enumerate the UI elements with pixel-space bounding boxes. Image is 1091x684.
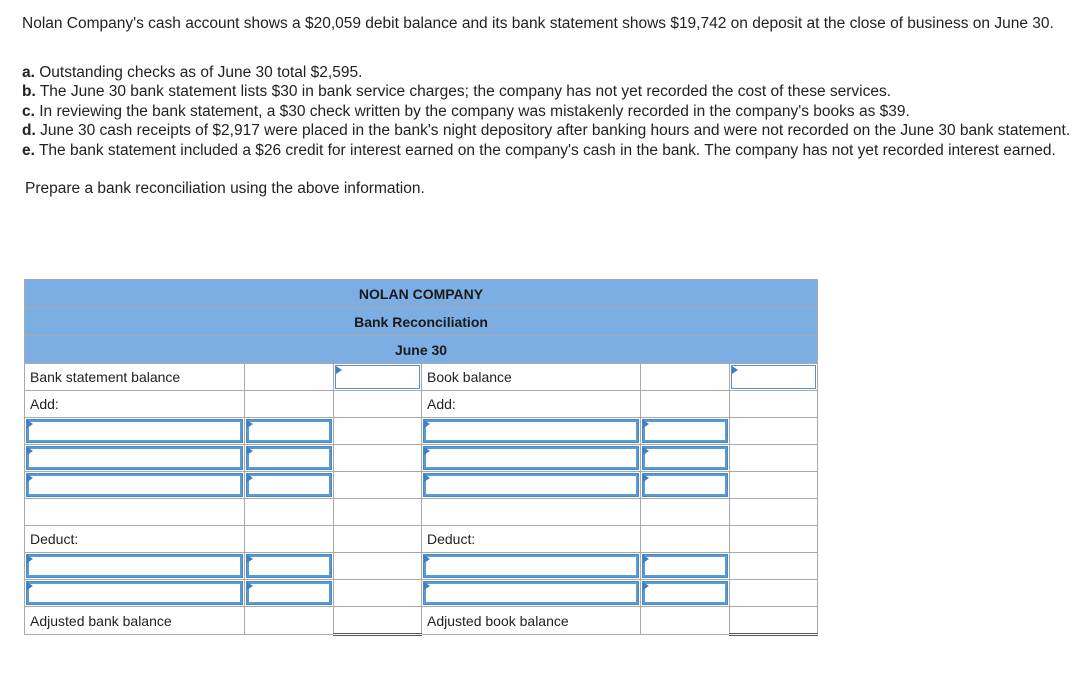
book-add-amount-input-1[interactable] (642, 419, 728, 443)
input-marker-icon (247, 555, 253, 563)
dropdown-marker-icon (27, 555, 33, 563)
input-marker-icon (247, 447, 253, 455)
dropdown-marker-icon (27, 582, 33, 590)
adjusted-bank-balance-total (334, 607, 422, 635)
input-marker-icon (643, 420, 649, 428)
bank-add-amount-input-3[interactable] (246, 473, 332, 497)
book-deduct-amount-input-2[interactable] (642, 581, 728, 605)
table-row (25, 607, 818, 635)
dropdown-marker-icon (424, 420, 430, 428)
adjusted-bank-balance-label: Adjusted bank balance (25, 607, 245, 635)
book-add-description-input-3[interactable] (423, 473, 639, 497)
input-marker-icon (247, 420, 253, 428)
dropdown-marker-icon (424, 555, 430, 563)
bank-statement-balance-label: Bank statement balance (25, 364, 245, 391)
bank-deduct-amount-input-2[interactable] (246, 581, 332, 605)
bank-add-amount-input-2[interactable] (246, 446, 332, 470)
book-balance-label: Book balance (422, 364, 641, 391)
bank-deduct-description-input-1[interactable] (26, 554, 243, 578)
problem-intro: Nolan Company's cash account shows a $20,059 debit balance and its bank statement shows $19,742 on deposit at the close of business on June 30. (22, 15, 1054, 32)
input-marker-icon (643, 582, 649, 590)
dropdown-marker-icon (27, 474, 33, 482)
input-marker-icon (247, 474, 253, 482)
book-deduct-description-input-1[interactable] (423, 554, 639, 578)
input-marker-icon (247, 582, 253, 590)
adjusted-book-balance-total (730, 607, 818, 635)
problem-item-e: e. The bank statement included a $26 credit for interest earned on the company's cash in the bank. The company has not yet recorded interest earned. (22, 141, 1056, 159)
table-row (25, 445, 818, 472)
bank-balance-amount-input[interactable] (335, 365, 420, 389)
book-add-amount-input-3[interactable] (642, 473, 728, 497)
empty-cell (245, 364, 334, 391)
book-add-amount-input-2[interactable] (642, 446, 728, 470)
book-balance-amount-cell (730, 364, 818, 391)
input-marker-icon (643, 474, 649, 482)
book-add-label: Add: (422, 391, 641, 418)
input-marker-icon (643, 447, 649, 455)
book-add-description-input-2[interactable] (423, 446, 639, 470)
book-deduct-amount-input-1[interactable] (642, 554, 728, 578)
bank-balance-amount-cell (334, 364, 422, 391)
problem-item-b: b. The June 30 bank statement lists $30 in bank service charges; the company has not yet recorded the cost of these services. (22, 83, 892, 100)
problem-item-c: c. In reviewing the bank statement, a $30 check written by the company was mistakenly recorded in the company's books as $39. (22, 102, 910, 120)
empty-cell (641, 364, 730, 391)
book-add-description-input-1[interactable] (423, 419, 639, 443)
table-row (25, 418, 818, 445)
bank-add-label: Add: (25, 391, 245, 418)
reconciliation-title-header: Bank Reconciliation (25, 308, 818, 336)
dropdown-marker-icon (27, 447, 33, 455)
input-marker-icon (732, 366, 738, 374)
problem-item-d: d. June 30 cash receipts of $2,917 were placed in the bank's night depository after banking hours and were not recorded on the June 30 bank statement. (22, 122, 1071, 139)
table-row (25, 499, 818, 526)
bank-add-description-input-1[interactable] (26, 419, 243, 443)
book-deduct-description-input-2[interactable] (423, 581, 639, 605)
adjusted-book-balance-label: Adjusted book balance (422, 607, 641, 635)
dropdown-marker-icon (424, 582, 430, 590)
table-row (25, 580, 818, 607)
bank-reconciliation-table (24, 279, 818, 636)
book-deduct-label: Deduct: (422, 526, 641, 553)
table-row (25, 472, 818, 499)
bank-deduct-label: Deduct: (25, 526, 245, 553)
bank-add-description-input-3[interactable] (26, 473, 243, 497)
bank-deduct-amount-input-1[interactable] (246, 554, 332, 578)
company-name-header: NOLAN COMPANY (25, 280, 818, 308)
bank-deduct-description-input-2[interactable] (26, 581, 243, 605)
dropdown-marker-icon (424, 447, 430, 455)
book-balance-amount-input[interactable] (731, 365, 816, 389)
input-marker-icon (643, 555, 649, 563)
table-row (25, 526, 818, 553)
dropdown-marker-icon (424, 474, 430, 482)
bank-add-amount-input-1[interactable] (246, 419, 332, 443)
input-marker-icon (336, 366, 342, 374)
table-row (25, 364, 818, 391)
problem-instruction: Prepare a bank reconciliation using the above information. (25, 180, 425, 197)
bank-add-description-input-2[interactable] (26, 446, 243, 470)
problem-statement (22, 14, 1082, 199)
problem-item-a: a. Outstanding checks as of June 30 total $2,595. (22, 63, 363, 81)
dropdown-marker-icon (27, 420, 33, 428)
table-row (25, 391, 818, 418)
table-row (25, 553, 818, 580)
reconciliation-date-header: June 30 (25, 336, 818, 364)
